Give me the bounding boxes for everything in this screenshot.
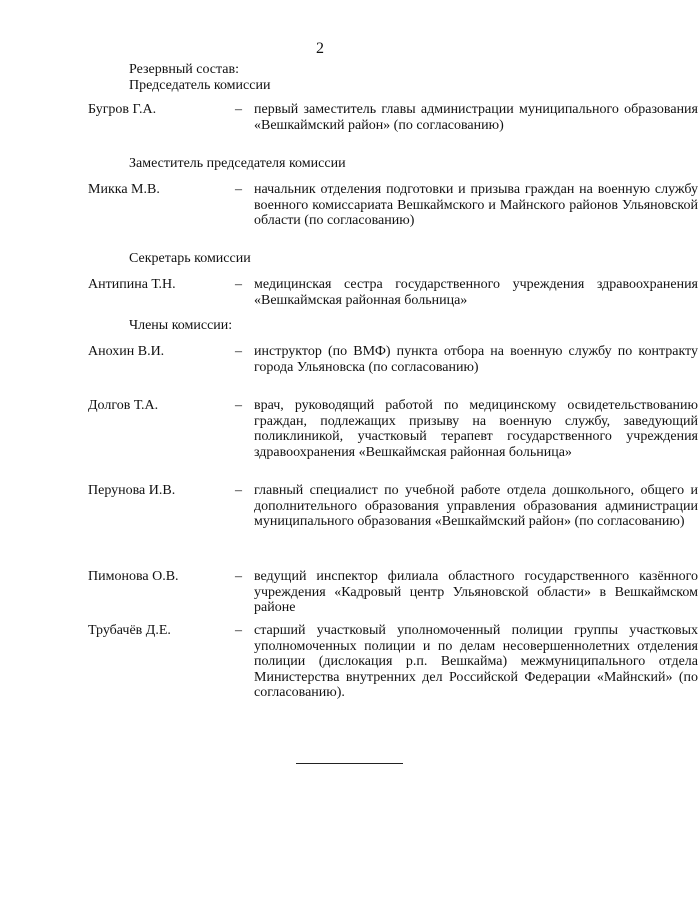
- members-title: Члены комиссии:: [129, 318, 233, 333]
- chair-title: Председатель комиссии: [129, 78, 271, 93]
- position-description: главный специалист по учебной работе отдела дошкольного, общего и дополнительного образования управления образования администрации муниципального образования «Вешкаймский район» (по согласованию): [254, 483, 698, 529]
- secretary-title: Секретарь комиссии: [129, 251, 251, 266]
- person-name: Долгов Т.А.: [88, 398, 159, 413]
- position-description: старший участковый уполномоченный полиции группы участковых уполномоченных полиции и по делам несовершеннолетних отделения полиции (дислокация р.п. Вешкайма) межмуниципального отдела Министерства внутренних дел Российской Федерации «Майнский» (по согласованию).: [254, 623, 698, 700]
- position-description: врач, руководящий работой по медицинскому освидетельствованию граждан, подлежащих призыву на военную службу, заведующий поликлиникой, участковый терапевт государственного учреждения здравоохранения «Вешкаймская районная больница»: [254, 398, 698, 460]
- reserve-title: Резервный состав:: [129, 62, 240, 77]
- dash: –: [235, 398, 242, 413]
- dash: –: [235, 102, 242, 117]
- dash: –: [235, 277, 242, 292]
- person-name: Антипина Т.Н.: [88, 277, 176, 292]
- person-name: Трубачёв Д.Е.: [88, 623, 171, 638]
- dash: –: [235, 569, 242, 584]
- dash: –: [235, 344, 242, 359]
- position-description: начальник отделения подготовки и призыва граждан на военную службу военного комиссариата Вешкаймского и Майнского районов Ульяновской области (по согласованию): [254, 182, 698, 228]
- person-name: Пимонова О.В.: [88, 569, 179, 584]
- dash: –: [235, 623, 242, 638]
- position-description: инструктор (по ВМФ) пункта отбора на военную службу по контракту города Ульяновска (по согласованию): [254, 344, 698, 375]
- dash: –: [235, 182, 242, 197]
- end-rule: [296, 763, 403, 764]
- position-description: медицинская сестра государственного учреждения здравоохранения «Вешкаймская районная больница»: [254, 277, 698, 308]
- person-name: Микка М.В.: [88, 182, 160, 197]
- deputy-title: Заместитель председателя комиссии: [129, 156, 346, 171]
- person-name: Анохин В.И.: [88, 344, 165, 359]
- person-name: Перунова И.В.: [88, 483, 176, 498]
- position-description: ведущий инспектор филиала областного государственного казённого учреждения «Кадровый центр Ульяновской области» в Вешкаймском районе: [254, 569, 698, 615]
- dash: –: [235, 483, 242, 498]
- page-number: 2: [316, 40, 324, 57]
- person-name: Бугров Г.А.: [88, 102, 157, 117]
- position-description: первый заместитель главы администрации муниципального образования «Вешкаймский район» (по согласованию): [254, 102, 698, 133]
